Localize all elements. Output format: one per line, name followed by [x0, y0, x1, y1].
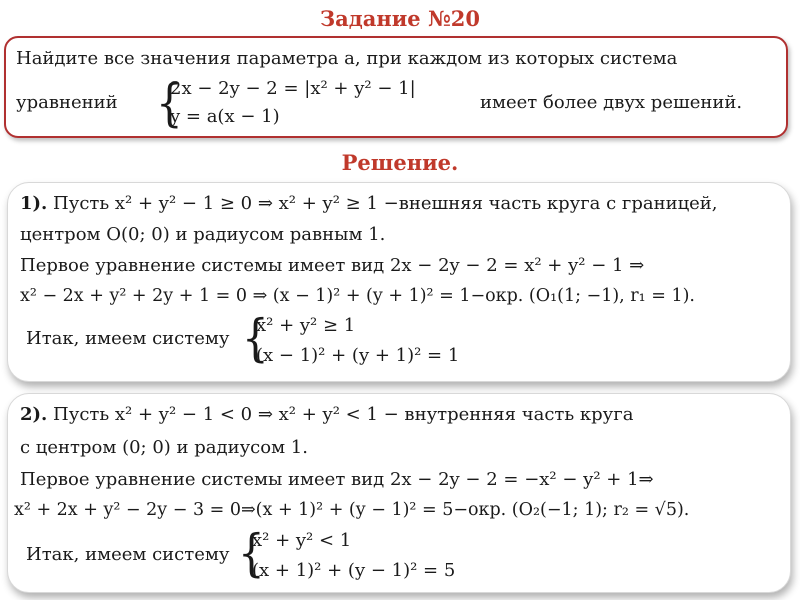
case2-line4: x² + 2x + y² − 2y − 3 = 0⇒(x + 1)² + (y − 1)² = 5−окр. (O₂(−1; 1); r₂ = √5).	[14, 500, 690, 520]
case2-line1-text: Пусть x² + y² − 1 < 0 ⇒ x² + y² < 1 − внутренняя часть круга	[53, 404, 634, 425]
case1-number: 1).	[20, 193, 48, 214]
task-text-line2-end: имеет более двух решений.	[480, 92, 743, 113]
case1-line1	[20, 193, 718, 215]
task-text-line1: Найдите все значения параметра a, при каждом из которых система	[16, 48, 678, 69]
case1-line2: центром O(0; 0) и радиусом равным 1.	[20, 224, 386, 245]
case1-system-eq1: x² + y² ≥ 1	[256, 315, 356, 336]
case2-system	[238, 523, 538, 586]
case2-number: 2).	[20, 404, 48, 425]
system-brace: {	[238, 523, 265, 582]
task-system-eq2: y = a(x − 1)	[170, 106, 280, 127]
case1-line3: Первое уравнение системы имеет вид 2x − 2y − 2 = x² + y² − 1 ⇒	[20, 255, 645, 276]
task-text-uravneniy: уравнений	[16, 92, 118, 113]
case2-card	[7, 393, 791, 593]
task-system	[156, 73, 476, 132]
case2-line1	[20, 404, 633, 426]
system-brace: {	[242, 308, 269, 367]
case2-line3: Первое уравнение системы имеет вид 2x − 2y − 2 = −x² − y² + 1⇒	[20, 469, 654, 490]
case2-line2: с центром (0; 0) и радиусом 1.	[20, 437, 308, 458]
task-system-eq1: 2x − 2y − 2 = |x² + y² − 1|	[170, 78, 416, 99]
case1-system-eq2: (x − 1)² + (y + 1)² = 1	[256, 345, 460, 366]
case1-card	[7, 182, 791, 382]
case2-system-eq1: x² + y² < 1	[252, 530, 352, 551]
task-statement-box	[4, 36, 788, 138]
task-title: Задание №20	[319, 6, 481, 31]
case2-itak: Итак, имеем систему	[26, 544, 230, 565]
system-brace: {	[156, 73, 183, 132]
case1-system	[242, 308, 542, 371]
case1-line1-text: Пусть x² + y² − 1 ≥ 0 ⇒ x² + y² ≥ 1 −внешняя часть круга с границей,	[53, 193, 718, 214]
case1-line4: x² − 2x + y² + 2y + 1 = 0 ⇒ (x − 1)² + (y + 1)² = 1−окр. (O₁(1; −1), r₁ = 1).	[20, 286, 695, 306]
solution-title: Решение.	[341, 150, 459, 175]
case1-itak: Итак, имеем систему	[26, 328, 230, 349]
case2-system-eq2: (x + 1)² + (y − 1)² = 5	[252, 560, 456, 581]
